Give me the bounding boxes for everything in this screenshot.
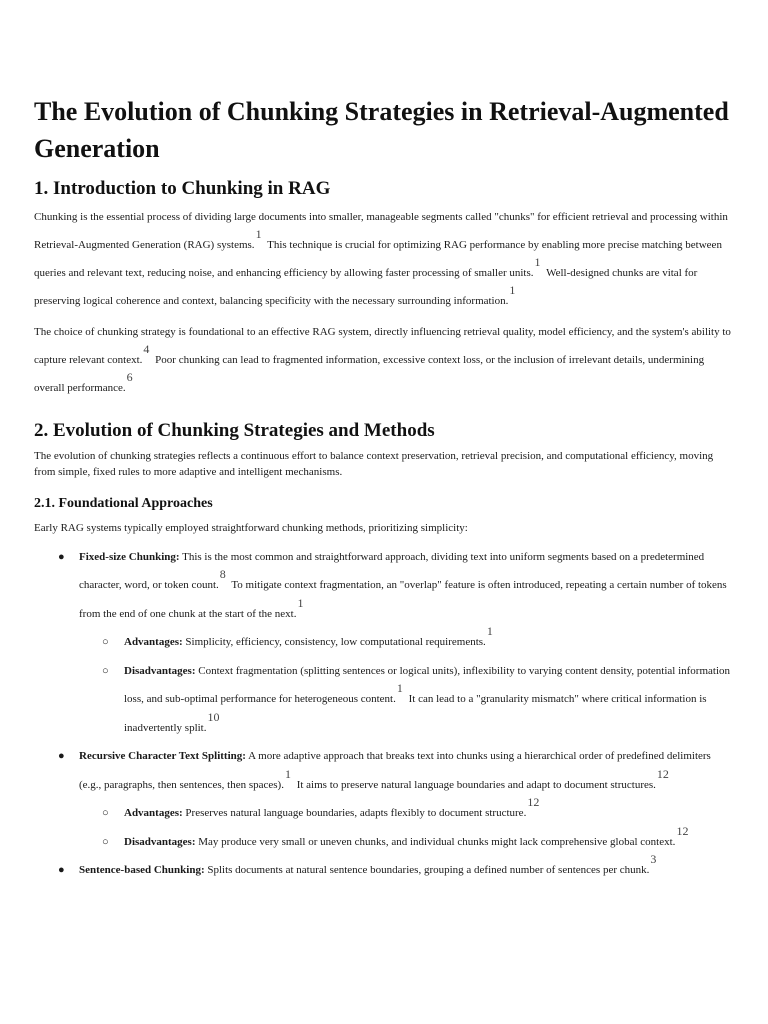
citation-ref[interactable]: 1 <box>396 681 403 695</box>
text-run: It aims to preserve natural language boundaries and adapt to document structures. <box>296 778 656 791</box>
text-run: To mitigate context fragmentation, an "overlap" feature is often introduced, repeating a certain number of tokens from the end of one chunk at the start of the next. <box>79 579 727 620</box>
item-label: Advantages: <box>124 807 183 819</box>
sub-item-advantages <box>79 795 734 828</box>
citation-ref[interactable]: 1 <box>509 283 516 297</box>
citation-ref[interactable]: 12 <box>656 766 669 781</box>
citation-ref[interactable]: 3 <box>650 852 657 866</box>
text-run: Well-designed chunks are vital for preserving logical coherence and context, balancing specificity with the necessary surrounding information. <box>34 267 698 307</box>
bullet-icon: ● <box>58 550 65 563</box>
sub-item-disadvantages <box>79 657 734 743</box>
sub-item-advantages <box>79 624 734 657</box>
text-run: Preserves natural language boundaries, adapts flexibly to document structure. <box>185 807 527 819</box>
circle-bullet-icon: ○ <box>102 664 109 677</box>
citation-ref[interactable]: 1 <box>297 595 304 610</box>
sub-list <box>79 624 734 742</box>
text-run: Context fragmentation (splitting sentences or logical units), inflexibility to varying content density, potential information loss, and sub-optimal performance for heterogeneous content. <box>124 664 731 705</box>
bullet-icon: ● <box>58 750 65 762</box>
circle-bullet-icon: ○ <box>102 807 109 819</box>
citation-ref[interactable]: 1 <box>255 227 262 241</box>
item-label: Recursive Character Text Splitting: <box>79 750 246 762</box>
subsection-2-1-heading: 2.1. Foundational Approaches <box>34 496 213 511</box>
section-2-intro: The evolution of chunking strategies reflects a continuous effort to balance context preservation, retrieval precision, and computational efficiency, moving from simple, fixed rules to more adaptive and intelligent mechanisms. <box>34 450 714 478</box>
text-run: May produce very small or uneven chunks, and individual chunks might lack comprehensive global context. <box>198 835 676 848</box>
document-title: The Evolution of Chunking Strategies in Retrieval-Augmented Generation <box>34 97 729 163</box>
citation-ref[interactable]: 10 <box>207 709 220 724</box>
subsection-2-1-intro: Early RAG systems typically employed straightforward chunking methods, prioritizing simplicity: <box>34 522 468 534</box>
chunking-methods-list <box>34 543 734 885</box>
list-item-fixed-size <box>34 543 734 743</box>
text-run: The choice of chunking strategy is foundational to an effective RAG system, directly influencing retrieval quality, model efficiency, and the system's ability to capture relevant context. <box>34 326 731 366</box>
citation-ref[interactable]: 1 <box>534 255 541 269</box>
text-run: This is the most common and straightforward approach, dividing text into uniform segments based on a predetermined character, word, or token count. <box>79 550 705 591</box>
item-label: Advantages: <box>124 636 183 648</box>
bullet-icon: ● <box>58 864 65 876</box>
item-label: Sentence-based Chunking: <box>79 864 205 876</box>
section-1-paragraph-1 <box>34 203 734 315</box>
text-run: Splits documents at natural sentence boundaries, grouping a defined number of sentences per chunk. <box>207 864 650 876</box>
citation-ref[interactable]: 4 <box>143 342 150 356</box>
citation-ref[interactable]: 8 <box>219 567 226 581</box>
text-run: Simplicity, efficiency, consistency, low computational requirements. <box>185 636 486 648</box>
sub-list <box>79 795 734 856</box>
citation-ref[interactable]: 1 <box>284 766 291 781</box>
citation-ref[interactable]: 1 <box>486 624 493 638</box>
text-run: Poor chunking can lead to fragmented information, excessive context loss, or the inclusion of irrelevant details, undermining overall performance. <box>34 354 705 394</box>
text-run: This technique is crucial for optimizing RAG performance by enabling more precise matching between queries and relevant text, reducing noise, and enhancing efficiency by allowing faster processing of smaller units. <box>34 239 722 279</box>
item-label: Disadvantages: <box>124 664 196 677</box>
citation-ref[interactable]: 12 <box>527 795 540 809</box>
section-2-heading: 2. Evolution of Chunking Strategies and Methods <box>34 420 435 441</box>
sub-item-disadvantages <box>79 823 734 857</box>
circle-bullet-icon: ○ <box>102 835 109 848</box>
text-run: Chunking is the essential process of dividing large documents into smaller, manageable segments called "chunks" for efficient retrieval and processing within Retrieval-Augmented Generation (RAG) systems. <box>34 211 728 251</box>
citation-ref[interactable]: 12 <box>676 823 689 838</box>
list-item-sentence-based <box>34 852 734 885</box>
text-run: It can lead to a "granularity mismatch" where critical information is inadvertently split. <box>124 693 707 734</box>
circle-bullet-icon: ○ <box>102 636 109 648</box>
item-label: Fixed-size Chunking: <box>79 550 180 563</box>
section-1-heading: 1. Introduction to Chunking in RAG <box>34 178 331 199</box>
list-item-recursive <box>34 742 734 856</box>
citation-ref[interactable]: 6 <box>126 370 133 384</box>
item-label: Disadvantages: <box>124 835 196 848</box>
section-1-paragraph-2 <box>34 318 734 402</box>
text-run: A more adaptive approach that breaks text into chunks using a hierarchical order of predefined delimiters (e.g., paragraphs, then sentences, then spaces). <box>79 750 711 791</box>
